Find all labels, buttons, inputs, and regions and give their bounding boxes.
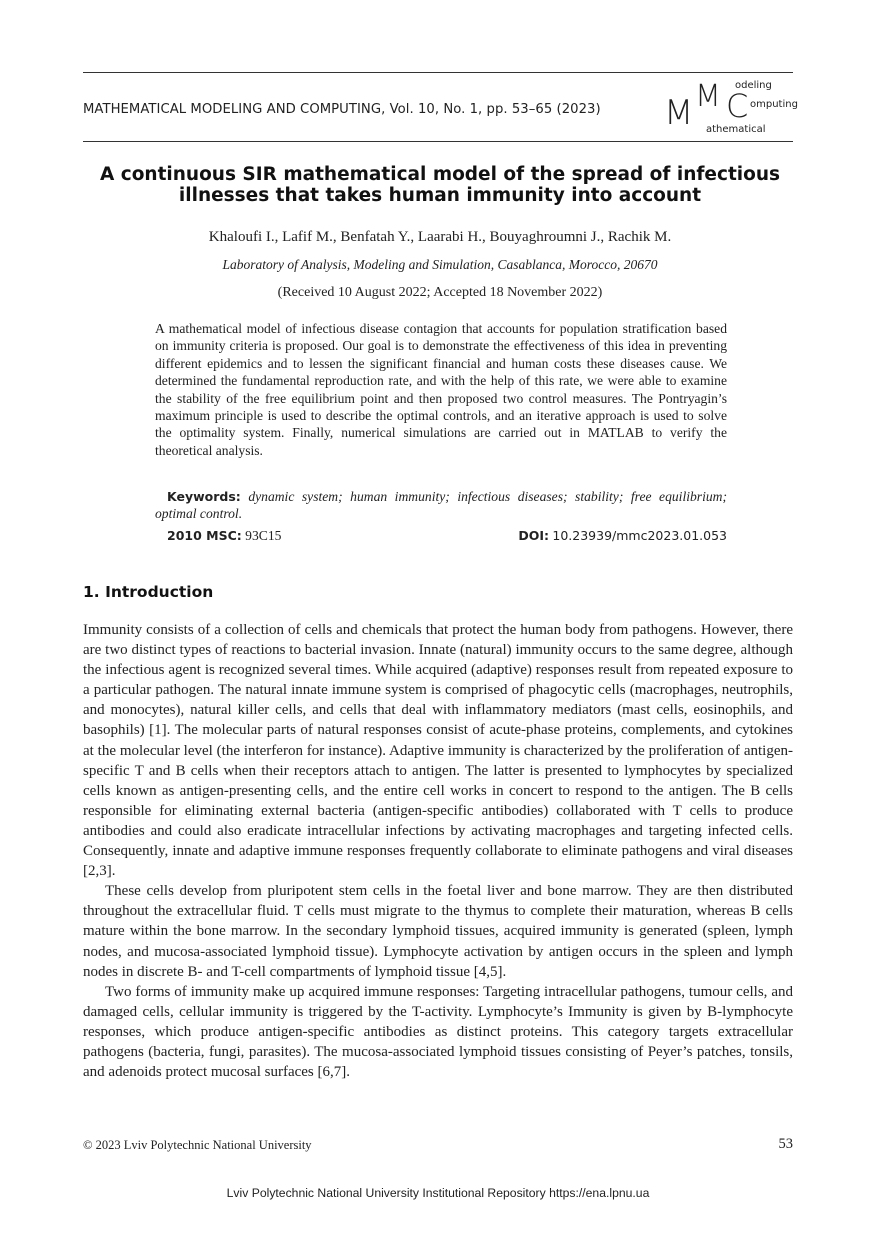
msc-value: 93C15 — [245, 528, 282, 543]
page-number: 53 — [778, 1136, 793, 1152]
logo-letter-c-computing: C — [726, 87, 749, 125]
introduction-body — [83, 620, 793, 1082]
abstract: A mathematical model of infectious disease contagion that accounts for population stratification based on immunity criteria is proposed. Our goal is to demonstrate the effectiveness of this idea in preventing different epidemics and to lessen the significant financial and human costs these diseases cause. We determined the fundamental reproduction rate, and with the help of this rate, we were able to examine the stability of the free equilibrium point and then proposed two control measures. The Pontryagin’s maximum principle is used to describe the optimal controls, and an iterative approach is used to solve the optimality system. Finally, numerical simulations are carried out in MATLAB to verify the theoretical analysis. — [155, 321, 727, 458]
article-title: A continuous SIR mathematical model of the spread of infectious illnesses that takes human immunity into account — [99, 164, 781, 206]
keywords-label: Keywords: — [167, 489, 241, 504]
doi-label: DOI: — [518, 528, 549, 543]
paragraph: Immunity consists of a collection of cells and chemicals that protect the human body from pathogens. However, there are two distinct types of reactions to bacterial invasion. Innate (natural) immunity occurs to the same degree, although the infectious agent is recognized several times. While acquired (adaptive) responses result from repeated exposure to a particular pathogen. The natural innate immune system is comprised of phagocytic cells (macrophages, neutrophils, and monocytes), natural killer cells, and cells that deal with inflammatory mediators (mast cells, eosinophils, and basophils) [1]. The molecular parts of natural responses consist of acute-phase proteins, complements, and cytokines at the molecular level (the interferon for instance). Adaptive immunity is characterized by the proliferation of antigen-specific T and B cells when their receptors attach to antigen. The latter is presented to lymphocytes by specialized cells known as antigen-presenting cells, and the entire cell works in concert to respond to the antigen. The B cells responsible for eliminating external bacteria (antigen-specific antibodies) collaborated with T cells to produce antibodies and could also eradicate intracellular infections by activating macrophages and targeting infected cells. Consequently, innate and adaptive immune responses frequently collaborate to eliminate pathogens and viral diseases [2,3]. — [83, 622, 793, 880]
copyright-notice: © 2023 Lviv Polytechnic National University — [83, 1138, 312, 1152]
logo-letter-m-modeling: M — [695, 79, 721, 114]
paragraph: These cells develop from pluripotent stem cells in the foetal liver and bone marrow. They are then distributed throughout the extracellular fluid. T cells must migrate to the thymus to complete their maturation, whereas B cells mature within the bone marrow. In the secondary lymphoid tissues, acquired immunity is generated (spleen, lymph nodes, and mucosa-associated lymphoid tissue). Lymphocyte activation by antigen occurs in the spleen and lymph nodes in discrete B- and T-cell compartments of lymphoid tissue [4,5]. — [83, 883, 793, 980]
doi — [518, 528, 727, 544]
keywords — [155, 488, 727, 523]
logo-word-mathematical: athematical — [706, 124, 766, 135]
paragraph: Two forms of immunity make up acquired immune responses: Targeting intracellular pathogens, tumour cells, and damaged cells, cellular immunity is triggered by the T-activity. Lymphocyte’s Immunity is given by B-lymphocyte responses, which produce antigen-specific antibodies as distinct proteins. This category targets extracellular pathogens (bacteria, fungi, parasites). The mucosa-associated lymphoid tissues consisting of Peyer’s patches, tonsils, and adenoids protect mucosal surfaces [6,7]. — [83, 983, 793, 1081]
header-top-rule — [83, 72, 793, 73]
msc-classification — [167, 528, 281, 544]
logo-letter-m-mathematical: M — [664, 93, 694, 133]
keywords-text: dynamic system; human immunity; infectious diseases; stability; free equilibrium; optimal control. — [155, 489, 727, 522]
running-head: MATHEMATICAL MODELING AND COMPUTING, Vol. 10, No. 1, pp. 53–65 (2023) — [83, 102, 601, 117]
journal-logo — [664, 78, 804, 140]
msc-label: 2010 MSC: — [167, 528, 242, 543]
affiliation: Laboratory of Analysis, Modeling and Simulation, Casablanca, Morocco, 20670 — [222, 257, 658, 272]
logo-word-modeling: odeling — [735, 80, 772, 91]
author-list: Khaloufi I., Lafif M., Benfatah Y., Laarabi H., Bouyaghroumni J., Rachik M. — [208, 229, 672, 245]
repository-footer: Lviv Polytechnic National University Institutional Repository https://ena.lpnu.ua — [226, 1186, 650, 1200]
header-bottom-rule — [83, 141, 793, 142]
received-dates: (Received 10 August 2022; Accepted 18 November 2022) — [277, 285, 603, 300]
section-heading-introduction: 1. Introduction — [83, 583, 214, 601]
logo-word-computing: omputing — [750, 99, 798, 110]
doi-link[interactable]: 10.23939/mmc2023.01.053 — [552, 528, 727, 543]
classification-line — [167, 528, 727, 546]
